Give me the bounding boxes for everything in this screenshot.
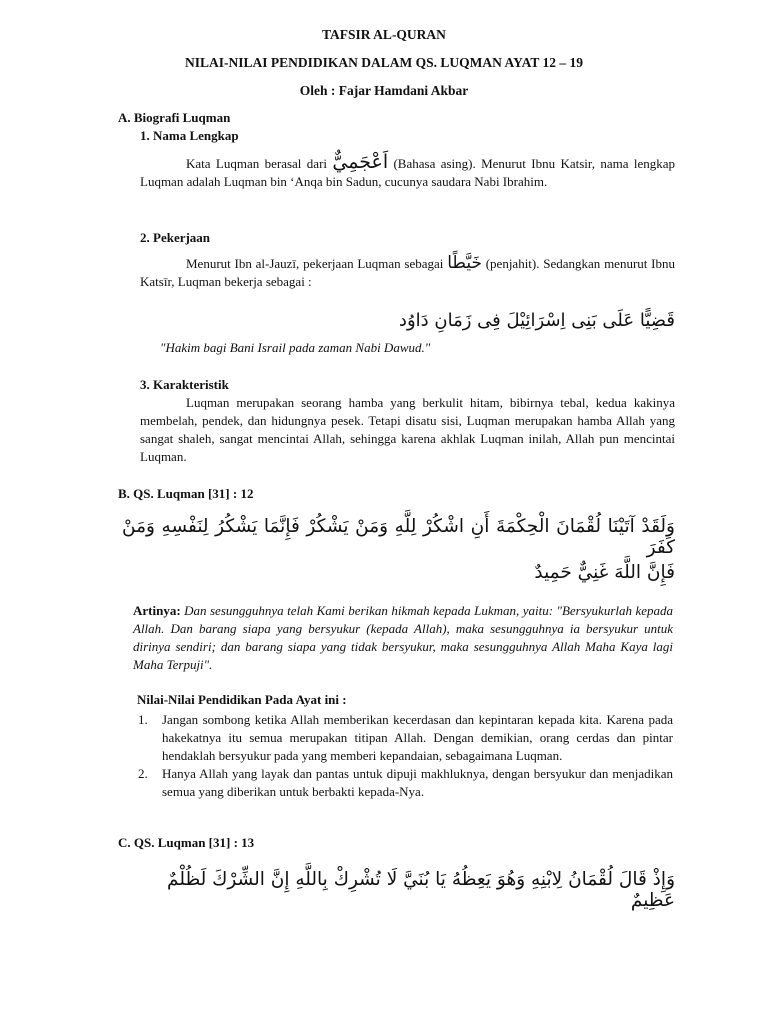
document-subtitle: NILAI-NILAI PENDIDIKAN DALAM QS. LUQMAN AYAT 12 – 19 xyxy=(185,55,583,70)
b-artinya-text: Dan sesungguhnya telah Kami berikan hikmah kepada Lukman, yaitu: "Bersyukurlah kepada Allah. Dan barang siapa yang bersyukur (kepada Allah), maka sesungguhnya ia bersyukur untuk dirinya sendiri; dan barang siapa yang tidak bersyukur, maka sesungguhnya Allah Maha Kaya lagi Maha Terpuji". xyxy=(133,603,674,672)
a1-text-after: (Bahasa asing). Menurut Ibnu Katsir, nama lengkap Luqman adalah Luqman bin ‘Anqa bin Sadun, cucunya saudara Nabi Ibrahim. xyxy=(140,156,676,189)
a2-arabic-word: خَيَّطًا xyxy=(447,253,482,273)
document-author: Oleh : Fajar Hamdani Akbar xyxy=(299,83,469,98)
list-item xyxy=(138,711,673,765)
list-item xyxy=(138,765,673,801)
section-a3-heading: 3. Karakteristik xyxy=(140,377,229,392)
c-arabic-line-1: وَإِذْ قَالَ لُقْمَانُ لِابْنِهِ وَهُوَ يَعِظُهُ يَا بُنَيَّ لَا تُشْرِكْ بِاللَّهِ إِنَّ الشِّرْكَ لَظُلْمٌ عَظِيمٌ xyxy=(167,869,675,911)
list-item-text: Hanya Allah yang layak dan pantas untuk dipuji makhluknya, dengan bersyukur dan menjadikan semua yang diberikan untuk berbakti kepada-Nya. xyxy=(162,766,673,799)
list-item-text: Jangan sombong ketika Allah memberikan kecerdasan dan kepintaran kepada kita. Karena pada hakekatnya itu semua merupakan titipan Allah. Dengan demikian, orang cerdas dan pintar hendaklah bersyukur pada yang memberi kepandaian, sebagaimana Luqman. xyxy=(162,712,673,763)
section-a2-paragraph xyxy=(140,254,675,291)
section-c-heading: C. QS. Luqman [31] : 13 xyxy=(118,835,255,850)
section-a2-heading: 2. Pekerjaan xyxy=(140,230,211,245)
b-arabic-line-1: وَلَقَدْ آتَيْنَا لُقْمَانَ الْحِكْمَةَ أَنِ اشْكُرْ لِلَّهِ وَمَنْ يَشْكُرْ فَإِنَّمَا يَشْكُرُ لِنَفْسِهِ وَمَنْ كَفَرَ xyxy=(122,516,675,558)
a2-text-after: (penjahit). Sedangkan menurut Ibnu Katsīr, Luqman bekerja sebagai : xyxy=(140,256,675,289)
a1-arabic-word: اَعْجَمِيٌّ xyxy=(332,151,389,173)
a1-text-before: Kata Luqman berasal dari xyxy=(186,156,328,171)
a2-text-before: Menurut Ibn al-Jauzī, pekerjaan Luqman sebagai xyxy=(186,256,444,271)
section-a-heading: A. Biografi Luqman xyxy=(118,110,231,125)
b-artinya-label: Artinya: xyxy=(133,603,181,618)
a2-arabic-quote: قَضِيًّا عَلَى بَنِى اِسْرَائِيْلَ فِى زَمَانِ دَاوُد xyxy=(398,310,675,331)
b-artinya xyxy=(133,602,673,674)
document-title: TAFSIR AL-QURAN xyxy=(322,27,446,42)
b-arabic-line-2: فَإِنَّ اللَّهَ غَنِيٌّ حَمِيدٌ xyxy=(534,562,675,583)
a2-quote-translation: "Hakim bagi Bani Israil pada zaman Nabi Dawud." xyxy=(160,340,431,355)
section-a1-paragraph xyxy=(140,153,675,191)
b-nilai-list xyxy=(138,711,673,801)
section-a3-paragraph: Luqman merupakan seorang hamba yang berkulit hitam, bibirnya tebal, kedua kakinya membelah, pendek, dan hidungnya pesek. Tetapi disatu sisi, Luqman merupakan hamba Allah yang sangat shaleh, sangat mencintai Allah, sehingga karena akhlak Luqman inilah, Allah pun mencintai Luqman. xyxy=(140,395,675,464)
section-b-heading: B. QS. Luqman [31] : 12 xyxy=(118,486,254,501)
b-nilai-heading: Nilai-Nilai Pendidikan Pada Ayat ini : xyxy=(137,692,347,707)
list-item-number: 2. xyxy=(138,766,148,781)
list-item-number: 1. xyxy=(138,712,148,727)
section-a1-heading: 1. Nama Lengkap xyxy=(140,128,239,143)
